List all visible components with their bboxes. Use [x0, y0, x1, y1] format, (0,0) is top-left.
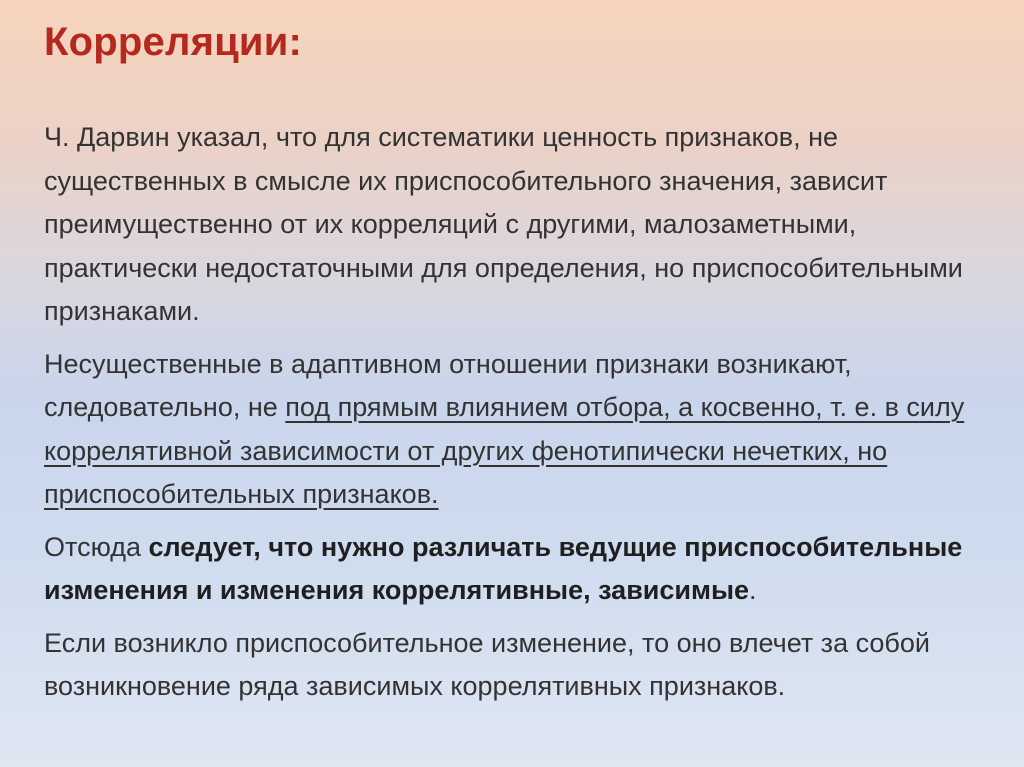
- paragraph-conclusion-bold: следует, что нужно различать ведущие приспособительные изменения и изменения коррелятивные, зависимые: [44, 531, 963, 605]
- paragraph-conclusion-end: .: [749, 575, 757, 605]
- slide-title: Корреляции:: [44, 20, 303, 64]
- paragraph-conclusion: [44, 526, 1004, 613]
- paragraph-consequence: Если возникло приспособительное изменение, то оно влечет за собой возникновение ряда зависимых коррелятивных признаков.: [44, 627, 930, 701]
- paragraph-nonessential-start: Несущественные в адаптивном отношении признаки возникают, следовательно, не: [44, 348, 852, 422]
- paragraph-nonessential: [44, 343, 1004, 517]
- slide-content: [44, 116, 1004, 718]
- paragraph-nonessential-underlined: под прямым влиянием отбора, а косвенно, т. е. в силу коррелятивной зависимости от других фенотипически нечетких, но приспособительных признаков.: [44, 392, 965, 509]
- paragraph-darwin: Ч. Дарвин указал, что для систематики ценность признаков, не существенных в смысле их приспособительного значения, зависит преимущественно от их корреляций с другими, малозаметными, практически недостаточными для определения, но приспособительными признаками.: [44, 122, 963, 326]
- paragraph-conclusion-start: Отсюда: [44, 531, 149, 562]
